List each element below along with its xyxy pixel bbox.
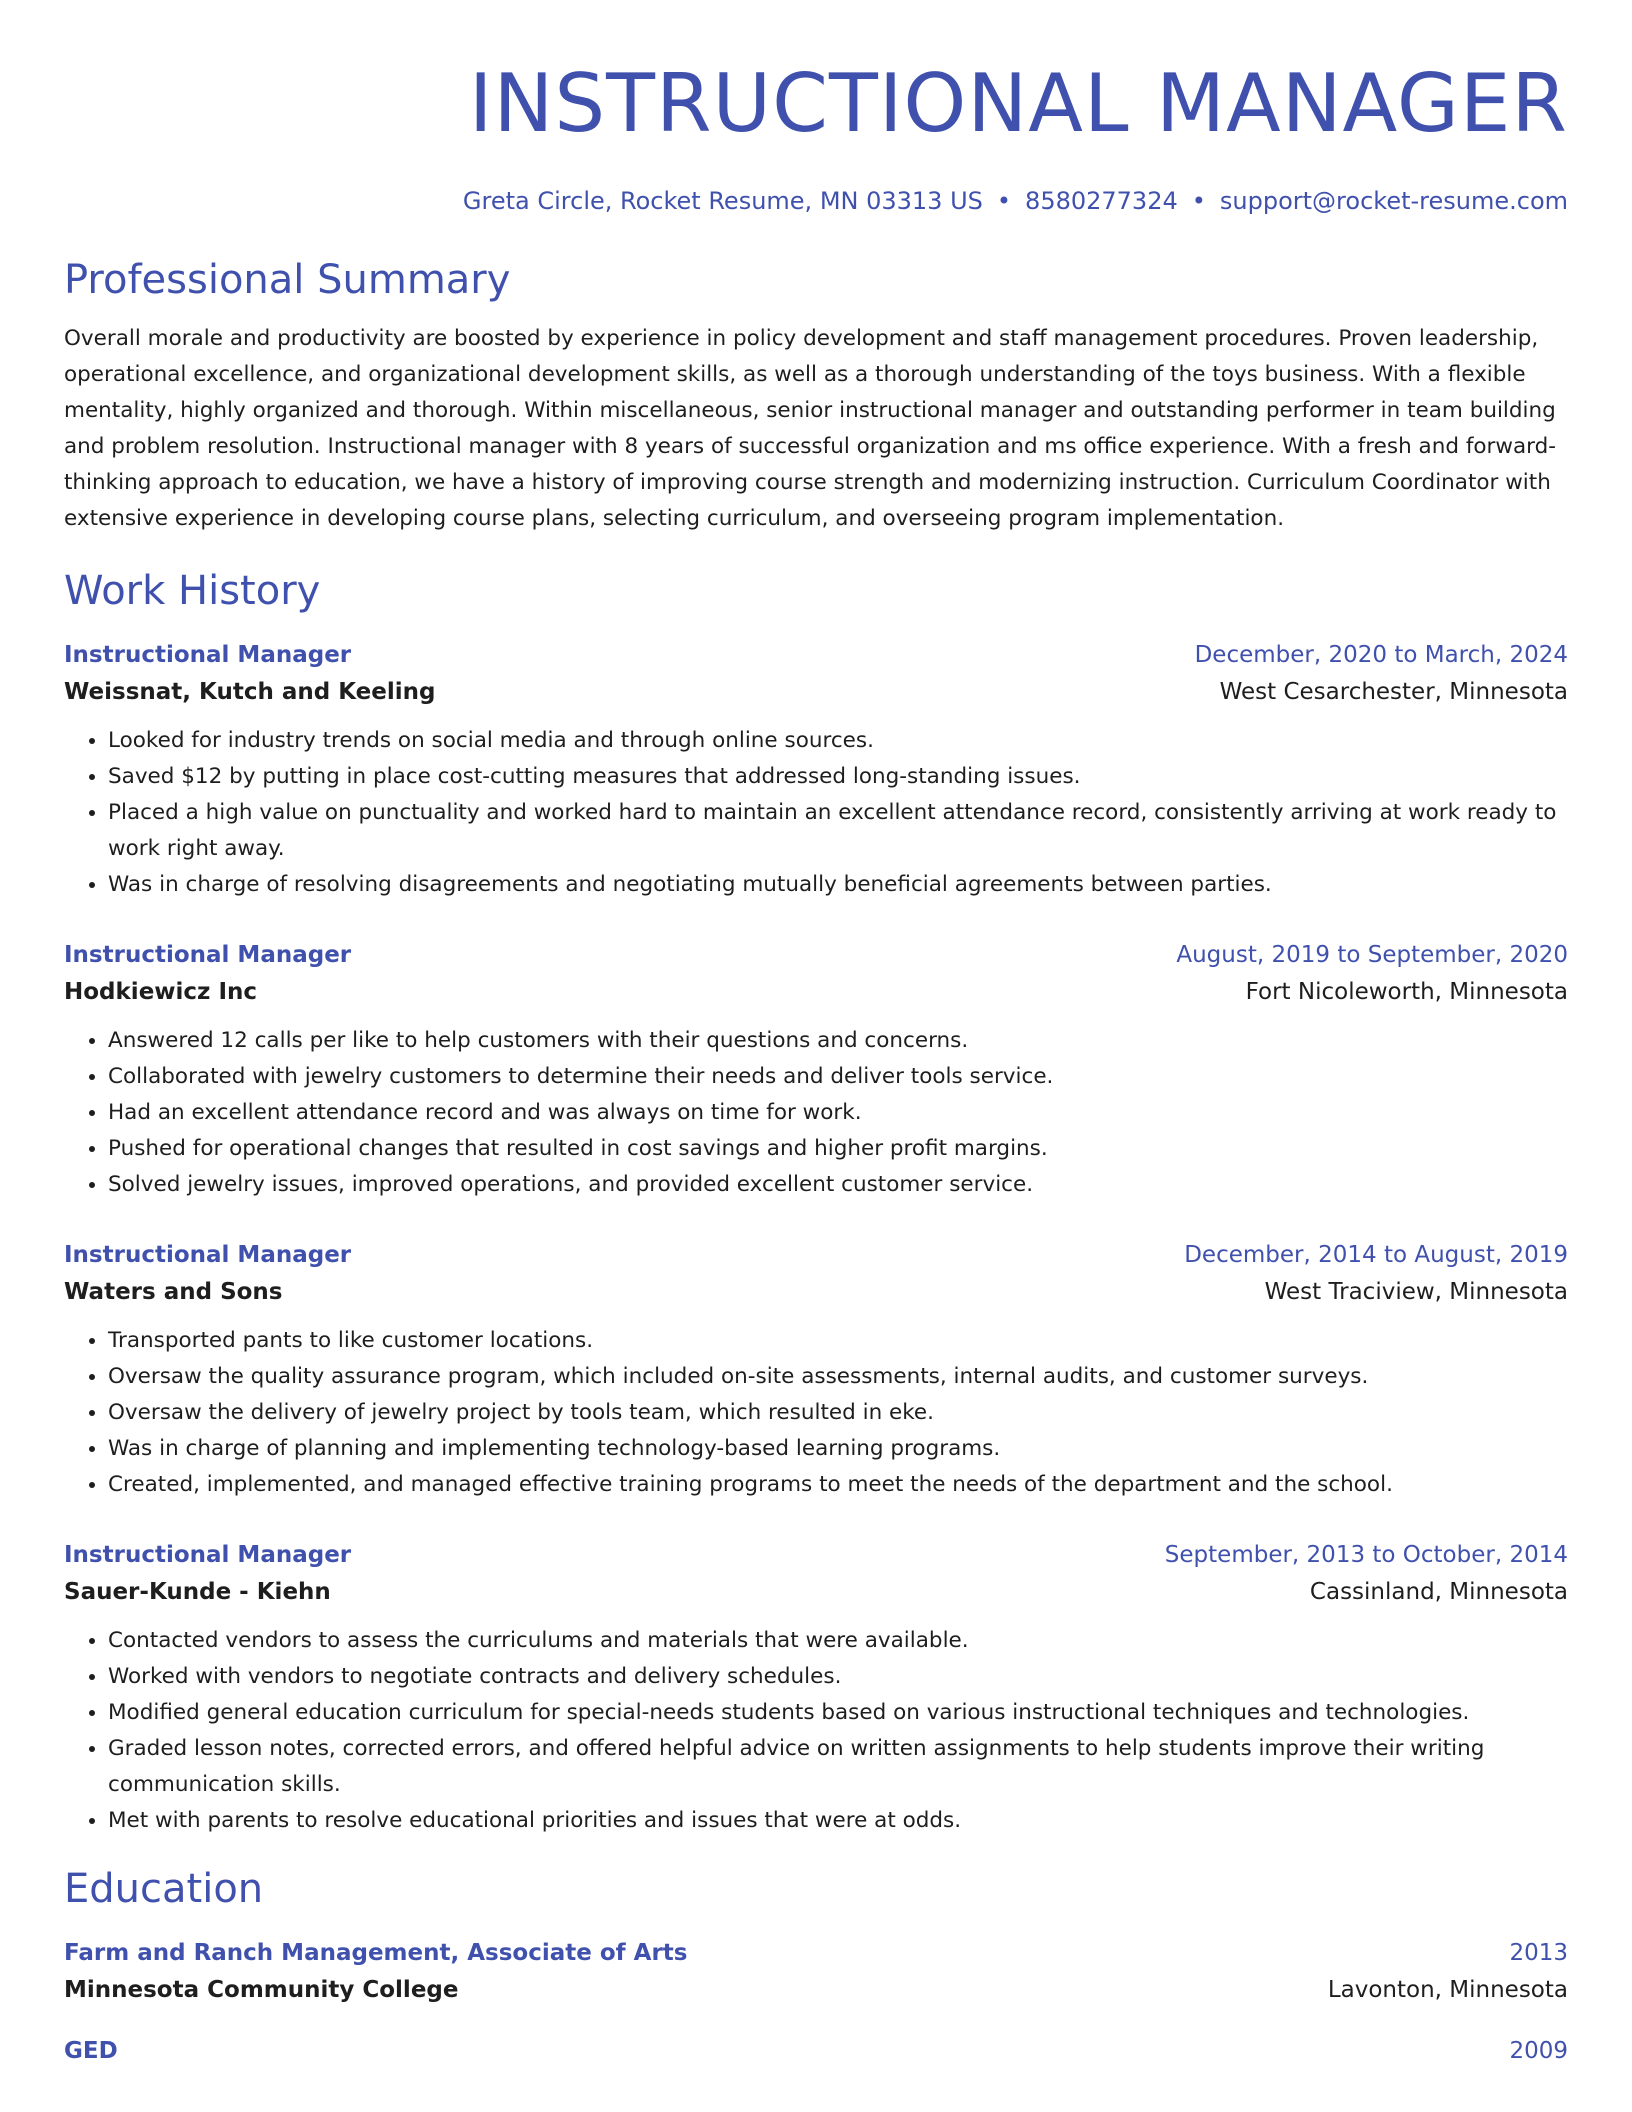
job-bullet: • Met with parents to resolve educational priorities and issues that were at odds. <box>108 1803 1568 1839</box>
section-heading-education: Education <box>64 1866 264 1912</box>
education-section <box>64 1865 1568 2069</box>
job-location: West Cesarchester, Minnesota <box>1219 679 1568 705</box>
job-bullet: • Was in charge of resolving disagreements and negotiating mutually beneficial agreements between parties. <box>108 867 1568 903</box>
job-bullet: • Answered 12 calls per like to help customers with their questions and concerns. <box>108 1023 1568 1059</box>
education-year: 2009 <box>1509 2038 1568 2064</box>
job-bullet: • Pushed for operational changes that resulted in cost savings and higher profit margins. <box>108 1131 1568 1167</box>
job-bullet: • Had an excellent attendance record and was always on time for work. <box>108 1095 1568 1131</box>
job-bullet: • Oversaw the delivery of jewelry project by tools team, which resulted in eke. <box>108 1395 1568 1431</box>
job-dates: August, 2019 to September, 2020 <box>1176 942 1568 968</box>
job-dates: December, 2020 to March, 2024 <box>1194 642 1568 668</box>
job-title: Instructional Manager <box>64 1242 352 1268</box>
job-entry <box>64 937 1568 1203</box>
professional-summary-section <box>64 256 1568 537</box>
job-bullet: • Solved jewelry issues, improved operations, and provided excellent customer service. <box>108 1167 1568 1203</box>
resume-header <box>64 0 1568 216</box>
contact-line <box>64 186 1568 216</box>
job-bullet: • Contacted vendors to assess the curriculums and materials that were available. <box>108 1623 1568 1659</box>
education-entry <box>64 2033 1568 2069</box>
job-bullets <box>64 1323 1568 1503</box>
education-degree: GED <box>64 2038 118 2064</box>
education-entry <box>64 1935 1568 2009</box>
job-dates: December, 2014 to August, 2019 <box>1184 1242 1568 1268</box>
job-bullets <box>64 723 1568 903</box>
job-bullet: • Collaborated with jewelry customers to determine their needs and deliver tools service. <box>108 1059 1568 1095</box>
job-bullets <box>64 1623 1568 1839</box>
job-title: Instructional Manager <box>64 642 352 668</box>
resume-page <box>64 0 1568 2069</box>
job-bullet: • Worked with vendors to negotiate contracts and delivery schedules. <box>108 1659 1568 1695</box>
company-name: Waters and Sons <box>64 1279 283 1305</box>
company-name: Weissnat, Kutch and Keeling <box>64 679 436 705</box>
job-bullet: • Placed a high value on punctuality and worked hard to maintain an excellent attendance record, consistently arriving at work ready to work right away. <box>108 795 1568 867</box>
job-bullet: • Was in charge of planning and implementing technology-based learning programs. <box>108 1431 1568 1467</box>
education-year: 2013 <box>1509 1940 1568 1966</box>
school-location: Lavonton, Minnesota <box>1327 1977 1568 2003</box>
job-bullet: • Looked for industry trends on social media and through online sources. <box>108 723 1568 759</box>
contact-address: Greta Circle, Rocket Resume, MN 03313 US <box>462 187 983 215</box>
contact-phone: 8580277324 <box>1025 187 1178 215</box>
job-entry <box>64 637 1568 903</box>
job-bullet: • Graded lesson notes, corrected errors, and offered helpful advice on written assignments to help students improve their writing communication skills. <box>108 1731 1568 1803</box>
job-title: Instructional Manager <box>64 942 352 968</box>
job-location: Cassinland, Minnesota <box>1309 1579 1568 1605</box>
summary-text: Overall morale and productivity are boosted by experience in policy development and staff management procedures. Proven leadership, operational excellence, and organizational development skills, as well as a thorough understanding of the toys business. With a flexible mentality, highly organized and thorough. Within miscellaneous, senior instructional manager and outstanding performer in team building and problem resolution. Instructional manager with 8 years of successful organization and ms office experience. With a fresh and forward-thinking approach to education, we have a history of improving course strength and modernizing instruction. Curriculum Coordinator with extensive experience in developing course plans, selecting curriculum, and overseeing program implementation. <box>64 326 1557 531</box>
job-bullet: • Created, implemented, and managed effective training programs to meet the needs of the department and the school. <box>108 1467 1568 1503</box>
job-bullet: • Modified general education curriculum for special-needs students based on various instructional techniques and technologies. <box>108 1695 1568 1731</box>
contact-separator: • <box>996 187 1012 215</box>
job-title: Instructional Manager <box>64 1542 352 1568</box>
education-degree: Farm and Ranch Management, Associate of Arts <box>64 1940 688 1966</box>
contact-separator: • <box>1191 187 1206 215</box>
job-entry <box>64 1237 1568 1503</box>
job-bullet: • Saved $12 by putting in place cost-cutting measures that addressed long-standing issues. <box>108 759 1568 795</box>
job-dates: September, 2013 to October, 2014 <box>1164 1542 1568 1568</box>
job-location: West Traciview, Minnesota <box>1264 1279 1568 1305</box>
school-name: Minnesota Community College <box>64 1977 459 2003</box>
job-entry <box>64 1537 1568 1839</box>
work-history-section <box>64 567 1568 1839</box>
company-name: Hodkiewicz Inc <box>64 979 258 1005</box>
job-bullet: • Oversaw the quality assurance program, which included on-site assessments, internal audits, and customer surveys. <box>108 1359 1568 1395</box>
resume-title: INSTRUCTIONAL MANAGER <box>468 57 1568 150</box>
job-bullets <box>64 1023 1568 1203</box>
section-heading-work: Work History <box>64 568 321 614</box>
job-bullet: • Transported pants to like customer locations. <box>108 1323 1568 1359</box>
job-location: Fort Nicoleworth, Minnesota <box>1245 979 1568 1005</box>
section-heading-summary: Professional Summary <box>64 257 511 303</box>
contact-email[interactable]: support@rocket-resume.com <box>1219 187 1568 215</box>
company-name: Sauer-Kunde - Kiehn <box>64 1579 331 1605</box>
